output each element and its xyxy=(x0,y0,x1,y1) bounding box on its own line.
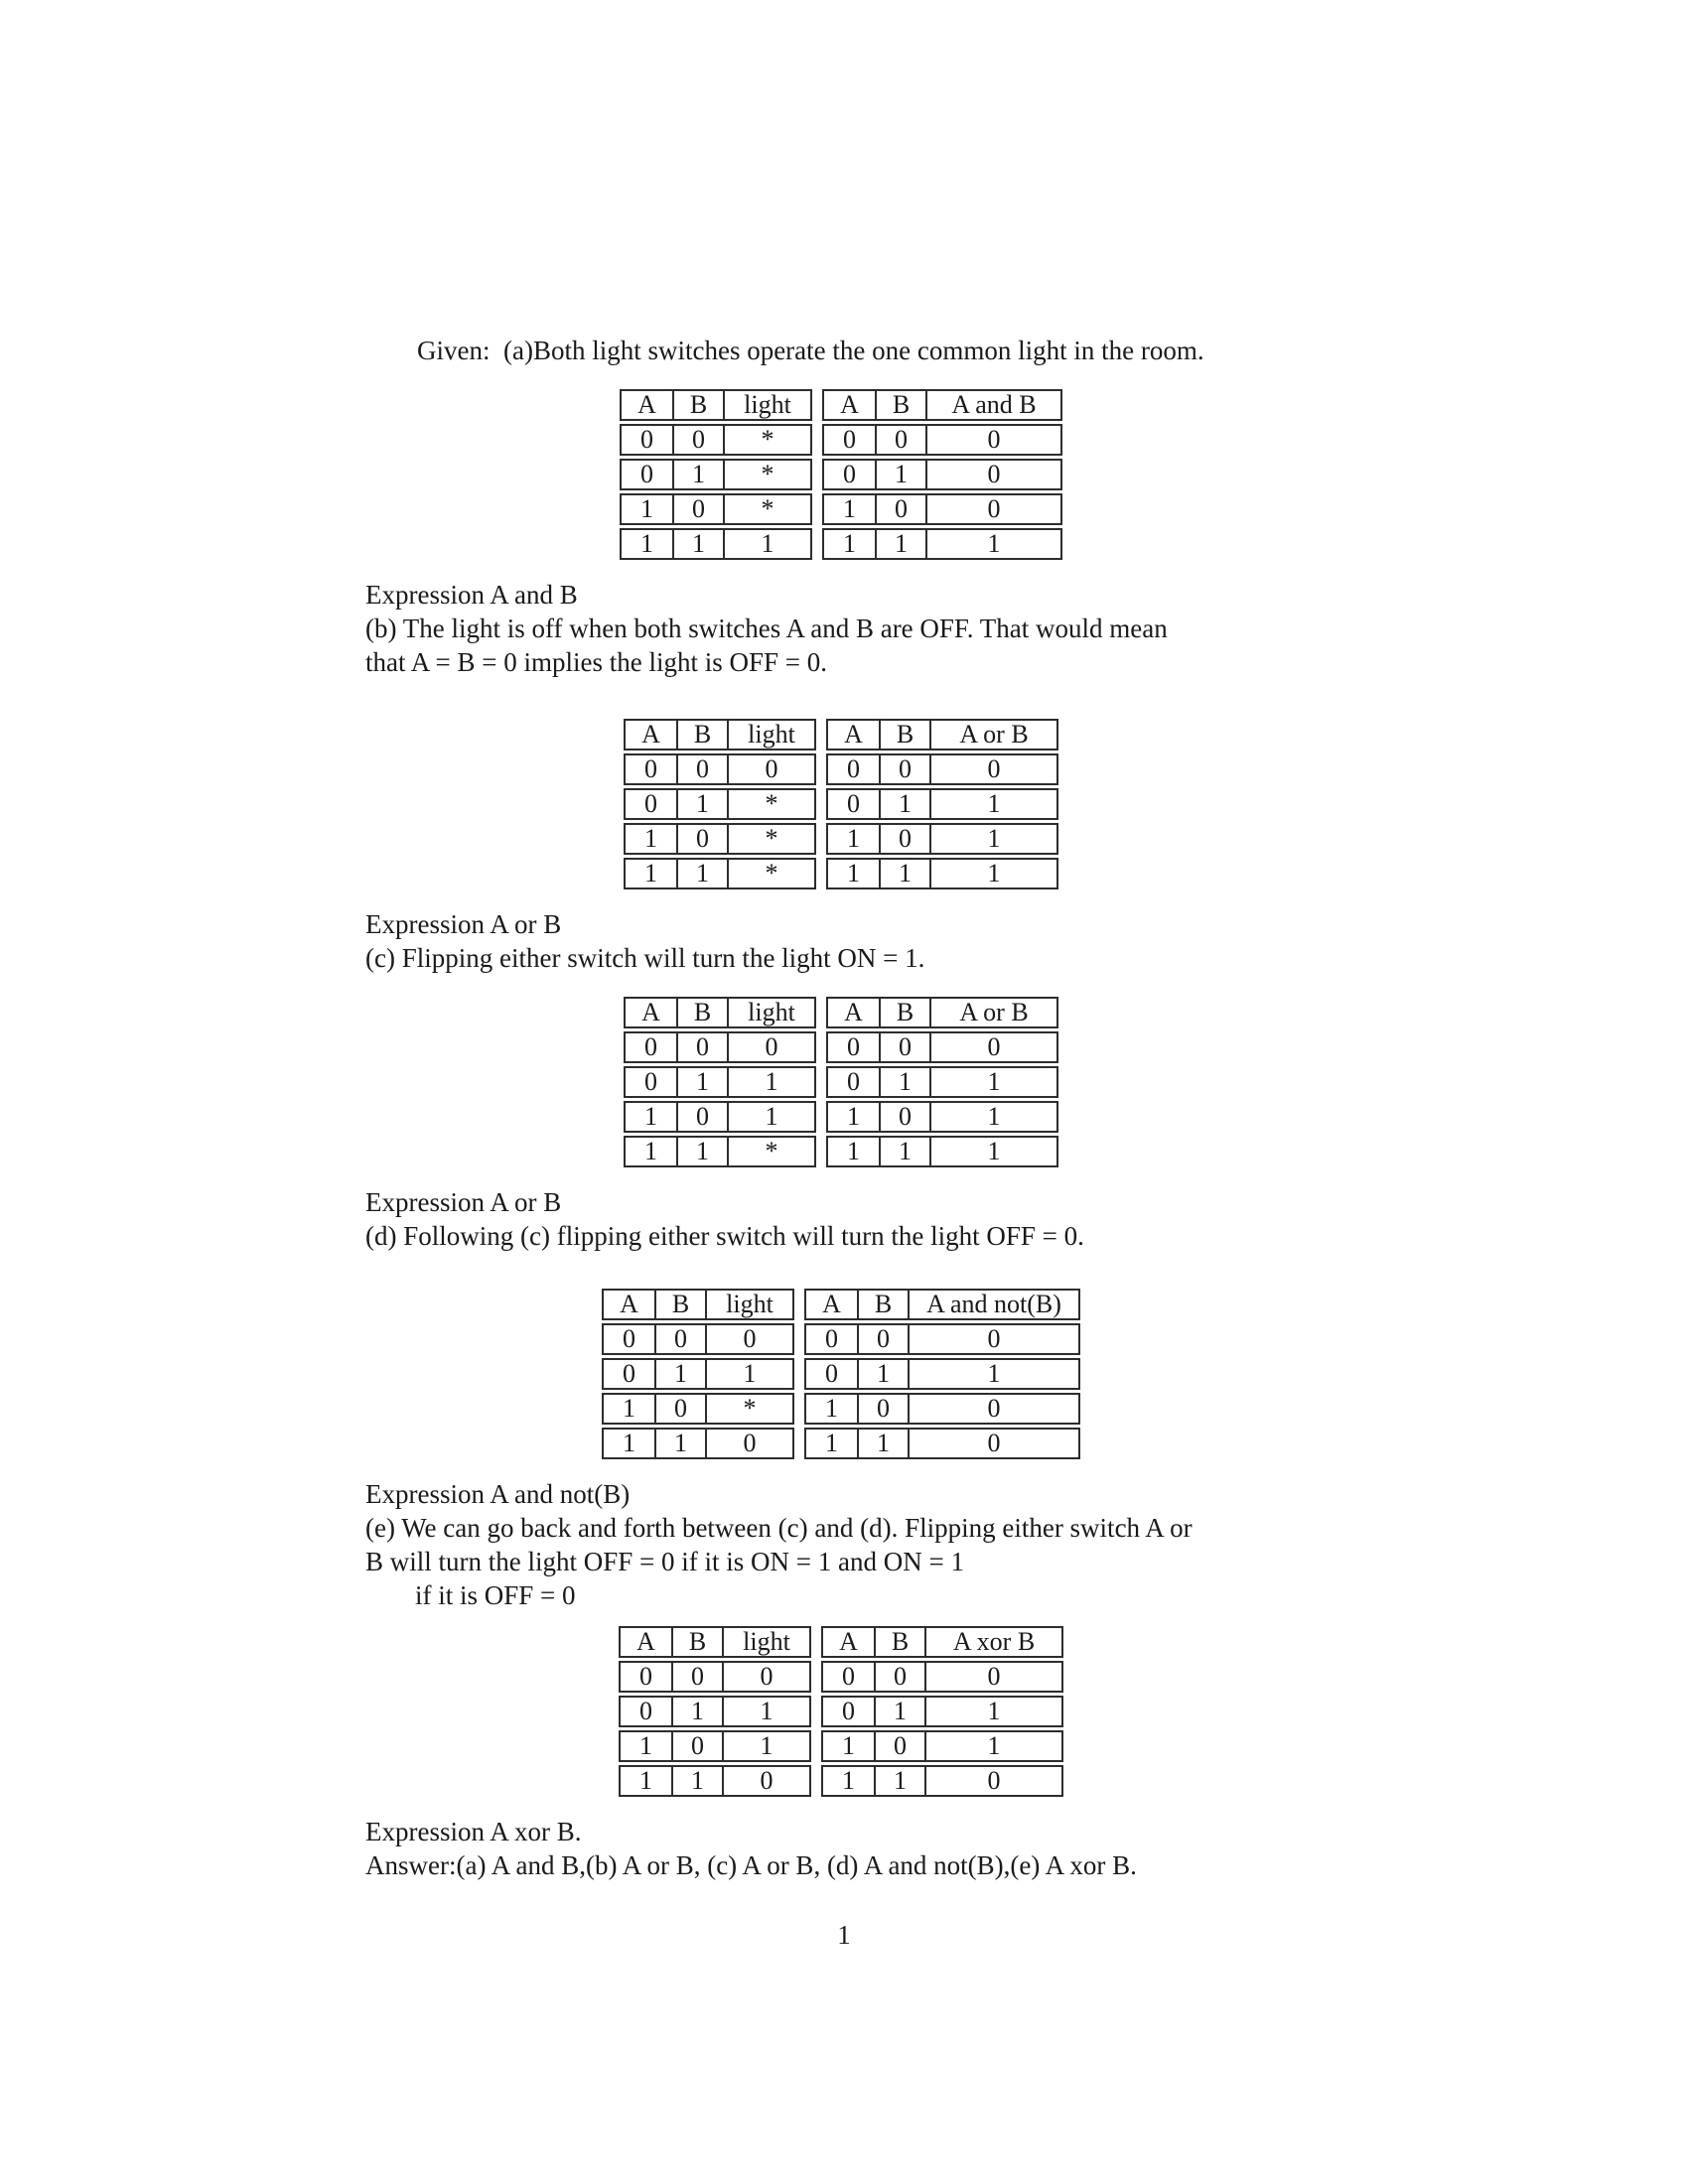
truth-table-cell: 1 xyxy=(929,790,1056,818)
truth-table-cell: 0 xyxy=(847,789,860,818)
expression-truth-table xyxy=(804,1289,1080,1459)
truth-table-header-cell: A xyxy=(844,998,863,1026)
truth-table-cell: 0 xyxy=(676,1103,727,1131)
truth-table-cell: 1 xyxy=(857,1360,908,1388)
truth-table-row xyxy=(821,1661,1063,1693)
note-line: (d) Following (c) flipping either switch will turn the light OFF = 0. xyxy=(365,1221,1084,1251)
truth-table-header-cell: B xyxy=(672,391,723,419)
truth-table-cell: 1 xyxy=(879,1138,929,1165)
expression-label: Expression A xor B. xyxy=(365,1817,582,1846)
truth-table-header-row xyxy=(619,1626,811,1658)
truth-table-cell: 0 xyxy=(672,426,723,454)
truth-table-cell: 0 xyxy=(639,1662,652,1691)
truth-table-header-row xyxy=(602,1289,794,1320)
document-body xyxy=(365,334,1317,1882)
truth-table-header-row xyxy=(826,719,1058,751)
truth-table-cell: 1 xyxy=(908,1360,1078,1388)
expression-truth-table xyxy=(826,719,1058,889)
truth-table-row xyxy=(620,459,812,490)
truth-table-cell: 1 xyxy=(676,790,727,818)
truth-table-cell: 1 xyxy=(929,1103,1056,1131)
truth-table-cell: 0 xyxy=(929,1033,1056,1061)
truth-table-row xyxy=(602,1358,794,1390)
truth-table-row xyxy=(624,858,816,889)
truth-table-cell: 1 xyxy=(847,824,860,853)
truth-table-cell: 0 xyxy=(640,460,653,488)
truth-table-row xyxy=(804,1323,1080,1355)
truth-table-row xyxy=(826,1066,1058,1098)
truth-table-cell: 0 xyxy=(825,1359,838,1388)
truth-table-cell: 0 xyxy=(644,789,657,818)
truth-table-cell: 1 xyxy=(671,1767,722,1795)
truth-table-row xyxy=(619,1661,811,1693)
note-line: B will turn the light OFF = 0 if it is ON = 1 and ON = 1 xyxy=(365,1547,964,1576)
truth-table-header-cell: A xyxy=(620,1290,638,1318)
truth-table-cell: * xyxy=(727,825,814,853)
truth-table-row xyxy=(821,1730,1063,1762)
truth-table-cell: 0 xyxy=(842,1697,855,1725)
truth-table-header-cell: B xyxy=(676,999,727,1026)
truth-table-row xyxy=(602,1323,794,1355)
truth-table-header-cell: A xyxy=(840,390,859,419)
truth-table-cell: 1 xyxy=(623,1394,635,1423)
expression-label: Expression A or B xyxy=(365,1187,562,1217)
truth-table-row xyxy=(826,1031,1058,1063)
truth-table-cell: 1 xyxy=(676,1068,727,1096)
truth-table-header-cell: A or B xyxy=(929,999,1056,1026)
truth-table-header-cell: B xyxy=(857,1291,908,1318)
truth-table-cell: 1 xyxy=(879,860,929,887)
truth-table-row xyxy=(826,753,1058,785)
truth-table-row xyxy=(620,493,812,525)
truth-table-pair-a xyxy=(365,389,1317,560)
truth-table-pair-c xyxy=(365,997,1317,1167)
truth-table-cell: 0 xyxy=(676,825,727,853)
truth-table-header-cell: B xyxy=(654,1291,705,1318)
truth-table-header-cell: A xyxy=(636,1627,655,1656)
truth-table-row xyxy=(624,1101,816,1133)
truth-table-cell: 1 xyxy=(644,824,657,853)
truth-table-cell: 0 xyxy=(623,1324,635,1353)
truth-table-cell: 1 xyxy=(644,1102,657,1131)
truth-table-cell: 0 xyxy=(908,1430,1078,1457)
truth-table-cell: 1 xyxy=(727,1068,814,1096)
truth-table-cell: 1 xyxy=(671,1698,722,1725)
truth-table-cell: 0 xyxy=(908,1395,1078,1423)
truth-table-cell: 1 xyxy=(924,1732,1061,1760)
truth-table-cell: 1 xyxy=(929,860,1056,887)
truth-table-row xyxy=(822,459,1062,490)
truth-table-header-cell: A xyxy=(641,720,660,749)
truth-table-header-row xyxy=(624,997,816,1028)
truth-table-cell: 1 xyxy=(705,1360,792,1388)
truth-table-header-cell: A xyxy=(637,390,656,419)
expression-label: Expression A and not(B) xyxy=(365,1479,631,1509)
truth-table-header-cell: A and not(B) xyxy=(908,1291,1078,1318)
truth-table-cell: 1 xyxy=(929,1138,1056,1165)
truth-table-cell: 1 xyxy=(843,494,856,523)
truth-table-cell: 1 xyxy=(640,494,653,523)
given-statement: Given: (a)Both light switches operate the one common light in the room. xyxy=(417,336,1204,365)
truth-table-row xyxy=(804,1393,1080,1425)
truth-table-cell: 1 xyxy=(874,1767,924,1795)
truth-table-header-cell: A or B xyxy=(929,721,1056,749)
truth-table-header-row xyxy=(821,1626,1063,1658)
truth-table-row xyxy=(822,493,1062,525)
truth-table-cell: 1 xyxy=(875,461,925,488)
truth-table-cell: 0 xyxy=(825,1324,838,1353)
truth-table-pair-e xyxy=(365,1626,1317,1797)
truth-table-cell: 1 xyxy=(654,1360,705,1388)
truth-table-cell: * xyxy=(727,860,814,887)
truth-table-cell: 1 xyxy=(874,1698,924,1725)
truth-table-cell: 0 xyxy=(924,1767,1061,1795)
truth-table-row xyxy=(624,788,816,820)
truth-table-cell: 0 xyxy=(875,495,925,523)
truth-table-cell: 0 xyxy=(639,1697,652,1725)
note-line: (e) We can go back and forth between (c) and (d). Flipping either switch A or xyxy=(365,1513,1193,1543)
truth-table-header-cell: B xyxy=(874,1628,924,1656)
truth-table-cell: 0 xyxy=(857,1395,908,1423)
truth-table-cell: 1 xyxy=(676,1138,727,1165)
truth-table-row xyxy=(821,1696,1063,1727)
truth-table-cell: 0 xyxy=(722,1663,809,1691)
truth-table-cell: * xyxy=(727,1138,814,1165)
truth-table-row xyxy=(619,1696,811,1727)
truth-table-cell: 0 xyxy=(879,755,929,783)
truth-table-row xyxy=(602,1393,794,1425)
truth-table-cell: 0 xyxy=(847,1032,860,1061)
truth-table-cell: 1 xyxy=(879,790,929,818)
truth-table-row xyxy=(826,858,1058,889)
truth-table-cell: * xyxy=(723,495,810,523)
truth-table-cell: 1 xyxy=(857,1430,908,1457)
truth-table-header-cell: B xyxy=(875,391,925,419)
truth-table-row xyxy=(619,1730,811,1762)
truth-table-header-row xyxy=(804,1289,1080,1320)
truth-table-pair-b xyxy=(365,719,1317,889)
truth-table-cell: 1 xyxy=(879,1068,929,1096)
truth-table-cell: 1 xyxy=(727,1103,814,1131)
light-truth-table xyxy=(619,1626,811,1797)
truth-table-row xyxy=(804,1428,1080,1459)
note-line: (b) The light is off when both switches A and B are OFF. That would mean xyxy=(365,614,1168,643)
expression-truth-table xyxy=(821,1626,1063,1797)
expression-label: Expression A and B xyxy=(365,580,578,610)
truth-table-cell: 0 xyxy=(623,1359,635,1388)
truth-table-header-cell: A xyxy=(641,998,660,1026)
truth-table-cell: 1 xyxy=(843,529,856,558)
truth-table-cell: * xyxy=(705,1395,792,1423)
truth-table-header-cell: light xyxy=(723,391,810,419)
truth-table-cell: 1 xyxy=(639,1731,652,1760)
truth-table-cell: 0 xyxy=(727,755,814,783)
truth-table-cell: 0 xyxy=(676,755,727,783)
truth-table-cell: 0 xyxy=(672,495,723,523)
truth-table-cell: 0 xyxy=(843,425,856,454)
expression-truth-table xyxy=(826,997,1058,1167)
truth-table-cell: 0 xyxy=(640,425,653,454)
truth-table-pair-d xyxy=(365,1289,1317,1459)
truth-table-header-cell: A xyxy=(844,720,863,749)
truth-table-cell: 1 xyxy=(825,1394,838,1423)
note-line: if it is OFF = 0 xyxy=(415,1580,576,1610)
light-truth-table xyxy=(620,389,812,560)
truth-table-cell: 1 xyxy=(640,529,653,558)
truth-table-header-cell: A xor B xyxy=(924,1628,1061,1656)
truth-table-cell: 0 xyxy=(705,1430,792,1457)
truth-table-cell: 0 xyxy=(929,755,1056,783)
truth-table-cell: 0 xyxy=(654,1325,705,1353)
truth-table-cell: 1 xyxy=(722,1698,809,1725)
light-truth-table xyxy=(602,1289,794,1459)
truth-table-row xyxy=(822,424,1062,456)
truth-table-row xyxy=(624,1031,816,1063)
truth-table-cell: 1 xyxy=(847,1137,860,1165)
truth-table-cell: 1 xyxy=(672,461,723,488)
truth-table-cell: 1 xyxy=(842,1731,855,1760)
truth-table-header-cell: light xyxy=(727,999,814,1026)
truth-table-header-cell: light xyxy=(722,1628,809,1656)
truth-table-cell: 0 xyxy=(644,1067,657,1096)
truth-table-cell: 0 xyxy=(879,825,929,853)
truth-table-cell: 1 xyxy=(722,1732,809,1760)
truth-table-cell: 1 xyxy=(654,1430,705,1457)
truth-table-header-row xyxy=(826,997,1058,1028)
truth-table-row xyxy=(826,823,1058,855)
truth-table-header-cell: A and B xyxy=(925,391,1060,419)
truth-table-cell: 0 xyxy=(925,461,1060,488)
truth-table-cell: 0 xyxy=(644,1032,657,1061)
truth-table-cell: 1 xyxy=(847,859,860,887)
truth-table-cell: 0 xyxy=(676,1033,727,1061)
note-line: that A = B = 0 implies the light is OFF = 0. xyxy=(365,647,827,677)
truth-table-cell: 0 xyxy=(842,1662,855,1691)
truth-table-row xyxy=(804,1358,1080,1390)
truth-table-cell: 0 xyxy=(879,1103,929,1131)
truth-table-row xyxy=(619,1765,811,1797)
answer-line: Answer:(a) A and B,(b) A or B, (c) A or B, (d) A and not(B),(e) A xor B. xyxy=(365,1850,1137,1880)
truth-table-header-row xyxy=(822,389,1062,421)
truth-table-cell: 0 xyxy=(722,1767,809,1795)
truth-table-cell: 1 xyxy=(672,530,723,558)
truth-table-row xyxy=(602,1428,794,1459)
page-number: 1 xyxy=(837,1920,851,1950)
truth-table-row xyxy=(826,1101,1058,1133)
truth-table-cell: 0 xyxy=(874,1732,924,1760)
truth-table-cell: 0 xyxy=(925,426,1060,454)
truth-table-row xyxy=(826,788,1058,820)
truth-table-cell: 1 xyxy=(924,1698,1061,1725)
truth-table-header-cell: B xyxy=(879,721,929,749)
truth-table-cell: 1 xyxy=(847,1102,860,1131)
truth-table-cell: * xyxy=(723,426,810,454)
truth-table-cell: 0 xyxy=(671,1732,722,1760)
truth-table-cell: 0 xyxy=(925,495,1060,523)
truth-table-cell: * xyxy=(727,790,814,818)
truth-table-cell: 0 xyxy=(847,1067,860,1096)
truth-table-header-cell: light xyxy=(727,721,814,749)
truth-table-header-cell: A xyxy=(839,1627,858,1656)
truth-table-header-row xyxy=(624,719,816,751)
truth-table-header-cell: B xyxy=(676,721,727,749)
truth-table-header-cell: light xyxy=(705,1291,792,1318)
truth-table-cell: 1 xyxy=(623,1429,635,1457)
truth-table-cell: 0 xyxy=(879,1033,929,1061)
truth-table-cell: * xyxy=(723,461,810,488)
truth-table-row xyxy=(624,823,816,855)
truth-table-header-cell: B xyxy=(879,999,929,1026)
truth-table-row xyxy=(826,1136,1058,1167)
truth-table-header-row xyxy=(620,389,812,421)
truth-table-row xyxy=(624,753,816,785)
truth-table-cell: 0 xyxy=(847,754,860,783)
truth-table-cell: 1 xyxy=(875,530,925,558)
expression-truth-table xyxy=(822,389,1062,560)
truth-table-cell: 1 xyxy=(644,1137,657,1165)
truth-table-cell: 0 xyxy=(654,1395,705,1423)
truth-table-cell: 1 xyxy=(925,530,1060,558)
truth-table-row xyxy=(620,528,812,560)
truth-table-cell: 0 xyxy=(705,1325,792,1353)
truth-table-cell: 0 xyxy=(874,1663,924,1691)
truth-table-row xyxy=(822,528,1062,560)
truth-table-cell: 0 xyxy=(644,754,657,783)
truth-table-cell: 1 xyxy=(825,1429,838,1457)
light-truth-table xyxy=(624,719,816,889)
truth-table-cell: 1 xyxy=(842,1766,855,1795)
note-line: (c) Flipping either switch will turn the light ON = 1. xyxy=(365,943,925,973)
truth-table-header-cell: A xyxy=(822,1290,841,1318)
truth-table-header-cell: B xyxy=(671,1628,722,1656)
truth-table-row xyxy=(624,1136,816,1167)
truth-table-cell: 1 xyxy=(723,530,810,558)
expression-label: Expression A or B xyxy=(365,909,562,939)
truth-table-cell: 0 xyxy=(857,1325,908,1353)
truth-table-cell: 0 xyxy=(924,1663,1061,1691)
truth-table-cell: 0 xyxy=(875,426,925,454)
truth-table-cell: 1 xyxy=(929,1068,1056,1096)
truth-table-cell: 0 xyxy=(727,1033,814,1061)
truth-table-cell: 1 xyxy=(929,825,1056,853)
truth-table-cell: 1 xyxy=(676,860,727,887)
light-truth-table xyxy=(624,997,816,1167)
truth-table-row xyxy=(624,1066,816,1098)
truth-table-cell: 1 xyxy=(644,859,657,887)
truth-table-cell: 1 xyxy=(639,1766,652,1795)
truth-table-cell: 0 xyxy=(671,1663,722,1691)
truth-table-cell: 0 xyxy=(908,1325,1078,1353)
truth-table-cell: 0 xyxy=(843,460,856,488)
truth-table-row xyxy=(821,1765,1063,1797)
truth-table-row xyxy=(620,424,812,456)
